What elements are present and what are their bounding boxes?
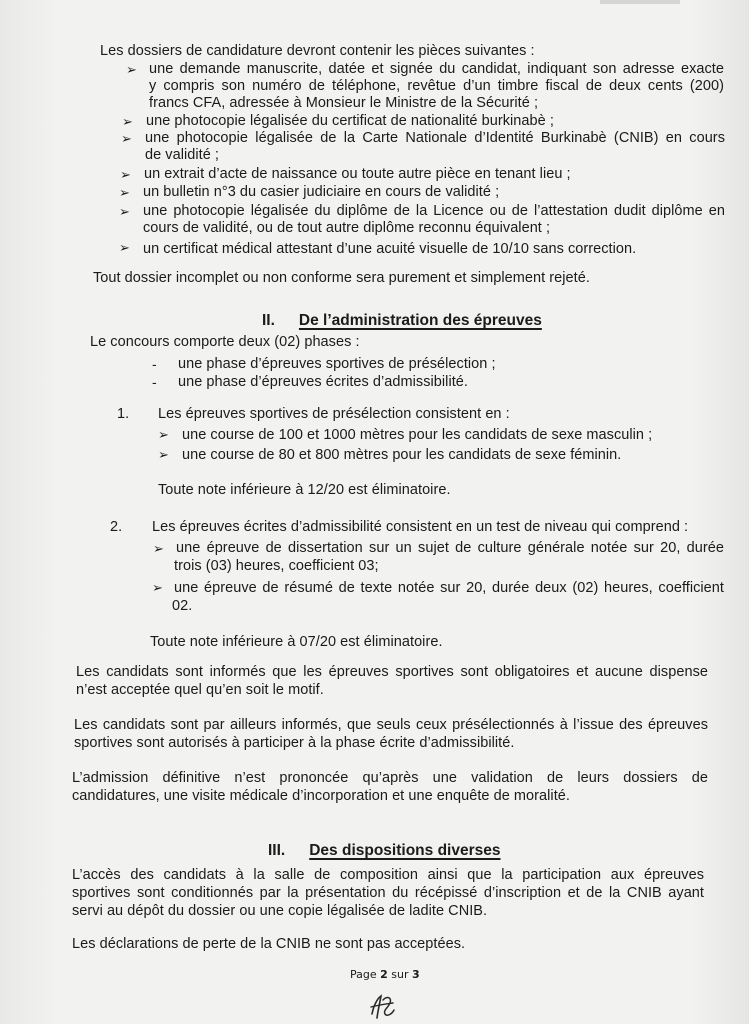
arrowhead-bullet-icon: ➢ xyxy=(153,541,164,556)
document-item-3-line-2: de validité ; xyxy=(145,147,219,163)
arrowhead-bullet-icon: ➢ xyxy=(152,580,163,595)
item-2-bullet-1-line-1: une épreuve de dissertation sur un sujet de culture générale notée sur 20, durée xyxy=(176,540,724,556)
item-2-bullet-2-line-1: une épreuve de résumé de texte notée sur 20, durée deux (02) heures, coefficient xyxy=(174,580,724,596)
documents-intro: Les dossiers de candidature devront contenir les pièces suivantes : xyxy=(100,43,535,59)
sports-obligatory-line-2: n’est acceptée quel qu’en soit le motif. xyxy=(76,682,324,698)
dash-bullet: - xyxy=(152,356,157,372)
item-2-note: Toute note inférieure à 07/20 est éliminatoire. xyxy=(150,634,443,650)
reject-notice: Tout dossier incomplet ou non conforme sera purement et simplement rejeté. xyxy=(93,270,590,286)
item-1-text: Les épreuves sportives de présélection consistent en : xyxy=(158,406,510,422)
item-1-bullet-1: une course de 100 et 1000 mètres pour les candidats de sexe masculin ; xyxy=(182,427,653,443)
arrowhead-bullet-icon: ➢ xyxy=(119,185,130,200)
section-2-title: De l’administration des épreuves xyxy=(298,312,542,329)
document-item-6-line-1: une photocopie légalisée du diplôme de la Licence ou de l’attestation dudit diplôme en xyxy=(143,203,725,219)
preselection-info-line-2: sportives sont autorisés à participer à la phase écrite d’admissibilité. xyxy=(74,735,515,751)
of-label: sur xyxy=(391,968,409,981)
phases-intro: Le concours comporte deux (02) phases : xyxy=(90,334,360,350)
item-1-number: 1. xyxy=(117,406,130,422)
item-1-note: Toute note inférieure à 12/20 est éliminatoire. xyxy=(158,482,451,498)
item-2-number: 2. xyxy=(110,519,123,535)
arrowhead-bullet-icon: ➢ xyxy=(126,62,137,77)
section-3-number: III. xyxy=(268,842,286,859)
item-1-bullet-2: une course de 80 et 800 mètres pour les candidats de sexe féminin. xyxy=(182,447,622,463)
section-2-heading xyxy=(262,312,542,330)
admission-info-line-1: L’admission définitive n’est prononcée qu’après une validation de leurs dossiers de xyxy=(72,770,708,786)
access-info-line-2: sportives sont conditionnés par la présentation du récépissé d’inscription et de la CNIB ayant xyxy=(72,885,704,901)
arrowhead-bullet-icon: ➢ xyxy=(120,167,131,182)
document-item-6-line-2: cours de validité, ou de tout autre diplôme reconnu équivalent ; xyxy=(143,220,551,236)
admission-info-line-2: candidatures, une visite médicale d’incorporation et une enquête de moralité. xyxy=(72,788,570,804)
section-3-title: Des dispositions diverses xyxy=(309,842,501,859)
document-item-1-line-1: une demande manuscrite, datée et signée du candidat, indiquant son adresse exacte xyxy=(149,61,724,77)
document-item-2: une photocopie légalisée du certificat de nationalité burkinabè ; xyxy=(146,113,554,129)
phase-2: une phase d’épreuves écrites d’admissibilité. xyxy=(178,374,468,390)
page-number xyxy=(350,968,420,981)
cnib-loss-notice: Les déclarations de perte de la CNIB ne sont pas acceptées. xyxy=(72,936,466,952)
sports-obligatory-line-1: Les candidats sont informés que les épreuves sportives sont obligatoires et aucune dispense xyxy=(76,664,708,680)
phase-1: une phase d’épreuves sportives de présélection ; xyxy=(178,356,496,372)
section-3-heading xyxy=(268,842,500,860)
arrowhead-bullet-icon: ➢ xyxy=(158,427,169,442)
preselection-info-line-1: Les candidats sont par ailleurs informés, que seuls ceux présélectionnés à l’issue des épreuves xyxy=(74,717,708,733)
access-info-line-1: L’accès des candidats à la salle de composition ainsi que la participation aux épreuves xyxy=(72,867,704,883)
section-2-number: II. xyxy=(262,312,275,329)
document-item-4: un extrait d’acte de naissance ou toute autre pièce en tenant lieu ; xyxy=(144,166,571,182)
document-item-7: un certificat médical attestant d’une acuité visuelle de 10/10 sans correction. xyxy=(143,241,637,257)
arrowhead-bullet-icon: ➢ xyxy=(158,447,169,462)
dash-bullet: - xyxy=(152,374,157,390)
document-item-3-line-1: une photocopie légalisée de la Carte Nationale d’Identité Burkinabè (CNIB) en cours xyxy=(145,130,725,146)
document-item-5: un bulletin n°3 du casier judiciaire en cours de validité ; xyxy=(143,184,500,200)
arrowhead-bullet-icon: ➢ xyxy=(119,204,130,219)
total-pages: 3 xyxy=(412,968,420,981)
arrowhead-bullet-icon: ➢ xyxy=(121,131,132,146)
top-corner-mark xyxy=(600,0,680,8)
item-2-bullet-2-line-2: 02. xyxy=(172,598,193,614)
arrowhead-bullet-icon: ➢ xyxy=(122,114,133,129)
document-item-1-line-3: francs CFA, adressée à Monsieur le Ministre de la Sécurité ; xyxy=(149,95,539,111)
current-page: 2 xyxy=(380,968,388,981)
access-info-line-3: servi au dépôt du dossier ou une copie légalisée de ladite CNIB. xyxy=(72,903,488,919)
document-item-1-line-2: y compris son numéro de téléphone, revêtue d’un timbre fiscal de deux cents (200) xyxy=(149,78,724,94)
item-2-bullet-1-line-2: trois (03) heures, coefficient 03; xyxy=(174,558,379,574)
page-label: Page xyxy=(350,968,377,981)
handwritten-initials xyxy=(366,992,400,1022)
arrowhead-bullet-icon: ➢ xyxy=(119,240,130,255)
item-2-text: Les épreuves écrites d’admissibilité consistent en un test de niveau qui comprend : xyxy=(152,519,689,535)
